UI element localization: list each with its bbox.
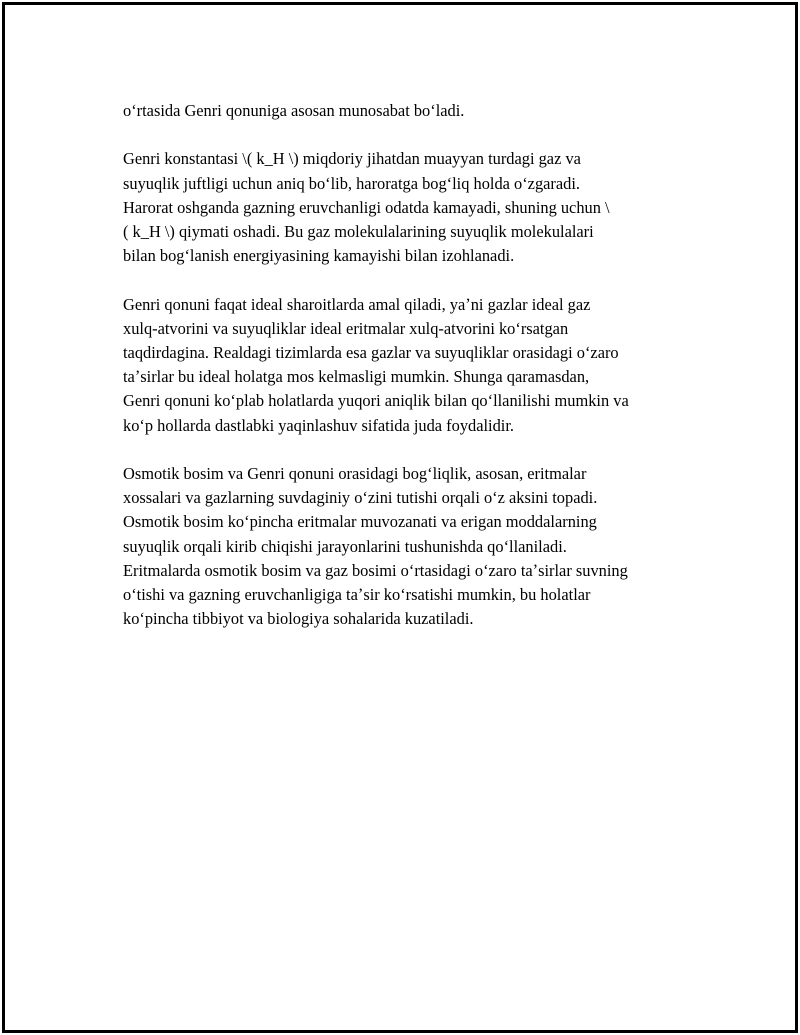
paragraph-osmotic-pressure: Osmotik bosim va Genri qonuni orasidagi bogʻliqlik, asosan, eritmalar xossalari va gazlarning suvdaginiy oʻzini tutishi orqali oʻz aksini topadi. Osmotik bosim koʻpincha eritmalar muvozanati va erigan moddalarning suyuqlik orqali kirib chiqishi jarayonlarini tushunishda qoʻllaniladi. Eritmalarda osmotik bosim va gaz bosimi oʻrtasidagi oʻzaro taʼsirlar suvning oʻtishi va gazning eruvchanligiga taʼsir koʻrsatishi mumkin, bu holatlar koʻpincha tibbiyot va biologiya sohalarida kuzatiladi. xyxy=(123,464,628,629)
paragraph-henry-relation: oʻrtasida Genri qonuniga asosan munosabat boʻladi. xyxy=(123,101,465,120)
document-body xyxy=(123,99,695,656)
page-frame xyxy=(2,2,798,1033)
paragraph-henry-constant: Genri konstantasi \( k_H \) miqdoriy jihatdan muayyan turdagi gaz va suyuqlik juftligi uchun aniq boʻlib, haroratga bogʻliq holda oʻzgaradi. Harorat oshganda gazning eruvchanligi odatda kamayadi, shuning uchun \ ( k_H \) qiymati oshadi. Bu gaz molekulalarining suyuqlik molekulalari bilan bogʻlanish energiyasining kamayishi bilan izohlanadi. xyxy=(123,149,610,266)
paragraph-ideal-conditions: Genri qonuni faqat ideal sharoitlarda amal qiladi, yaʼni gazlar ideal gaz xulq-atvorini va suyuqliklar ideal eritmalar xulq-atvorini koʻrsatgan taqdirdagina. Realdagi tizimlarda esa gazlar va suyuqliklar orasidagi oʻzaro taʼsirlar bu ideal holatga mos kelmasligi mumkin. Shunga qaramasdan, Genri qonuni koʻplab holatlarda yuqori aniqlik bilan qoʻllanilishi mumkin va koʻp hollarda dastlabki yaqinlashuv sifatida juda foydalidir. xyxy=(123,294,629,435)
